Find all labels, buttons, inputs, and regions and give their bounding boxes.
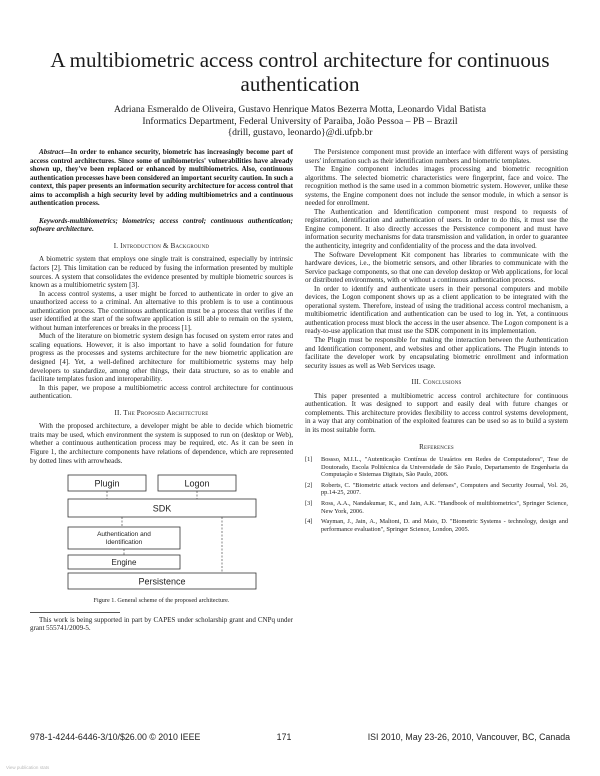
left-column — [30, 148, 293, 632]
auth-label-line1: Authentication and — [96, 531, 151, 539]
right-paragraph-5: In order to identify and authenticate users in their personal computers and mobile devices, the Logon component shows up as a client application to be integrated with the operational system. Therefore, instead of using the traditional access control mechanism, a multibiometric identification and authentication can be used to log in. Yet, a continuous authentication process must block the access in the user absence. The Logon component is a ready-to-use application that must use the SDK component in its implementation. — [305, 284, 568, 336]
reference-text: Wayman, J., Jain, A., Maltoni, D. and Maio, D. "Biometric Systems - technology, design and performance evaluation", Springer Science, London, 2005. — [321, 518, 568, 533]
right-paragraph-2: The Engine component includes images processing and biometric recognition algorithms. The selected biometric characteristics were fingerprint, face and voice. The recognition method is the same used in a common biometric system. However, unlike these systems, the Engine component does not include the sensor module, in which a sensor is needed for enrollment. — [305, 165, 568, 208]
keywords: Keywords-multibiometrics; biometrics; access control; continuous authentication; software architecture. — [30, 216, 293, 234]
section-heading-proposed: II. The Proposed Architecture — [114, 408, 209, 417]
architecture-figure — [62, 471, 262, 593]
reference-number: [4] — [305, 518, 313, 526]
intro-paragraph-3: Much of the literature on biometric system design has focused on system error rates and scaling equations. However, it is also important to have a solid foundation for future progress as the processes and systems architecture for the new biometric application are designed [4]. Yet, a well-defined architecture for multibiometric systems may help developers to standardize, among other things, their data structure, so as to enable and facilitate templates fusion and interoperability. — [30, 332, 293, 384]
reference-item — [305, 500, 568, 515]
footnote-divider — [30, 612, 120, 613]
reference-list — [305, 456, 568, 533]
persistence-label: Persistence — [137, 576, 186, 587]
funding-footnote: This work is being supported in part by CAPES under scholarship grant and CNPq under grant 555741/2009-5. — [30, 615, 293, 632]
figure-caption: Figure 1. General scheme of the proposed architecture. — [93, 597, 230, 605]
right-paragraph-3: The Authentication and Identification component must respond to requests of registration, identification and authentication of users. In order to do this, it must use the Engine component. It also directly accesses the Persistence component and must have information security mechanisms for data transmission and validation, in order to guarantee the authenticity, integrity and confidentiality of the process and the data involved. — [305, 207, 568, 251]
abstract-text: —In order to enhance security, biometric has increasingly become part of access control architectures. Since some of unibiometrics' vulnerabilities have already shown up, they've been replaced or enhanced by multibiometrics. Also, continuous authentication processes have been considered an important security caution. In such a context, this paper presents an information security architecture for access control that aims to accomplish a high security level by adding multibiometrics and a continuous authentication process. — [30, 148, 294, 208]
abstract — [30, 148, 293, 208]
footer-page-number: 171 — [276, 732, 292, 742]
reference-item — [305, 482, 568, 497]
intro-paragraph-1: A biometric system that employs one single trait is constrained, especially by intrinsic factors [2]. This limitation can be reduced by fusing the information presented by multiple sources. A system that consolidates the evidence presented by multiple biometric sources is known as a multibiometric system [3]. — [30, 255, 293, 290]
section-heading-conclusions: III. Conclusions — [411, 378, 462, 387]
reference-text: Bossso, M.I.L., "Autenticação Contínua de Usuários em Redes de Computadores", Tese de Doutorado, Escola Politécnica da Universidade de São Paulo, Departamento de Engenharia da Computação e Sistemas Digitais, São Paulo, 2006. — [321, 456, 568, 479]
publication-stats-watermark: View publication stats — [6, 765, 50, 770]
plugin-label: Plugin — [93, 478, 120, 489]
author-block — [40, 104, 560, 139]
logon-label: Logon — [183, 478, 210, 489]
architecture-diagram — [62, 471, 262, 593]
reference-item — [305, 456, 568, 479]
right-paragraph-4: The Software Development Kit component has libraries to communicate with the hardware devices, i.e., the biometric sensors, and other libraries to communicate with the Service package components, so that one can develop desktop or Web applications, for local or distributed environments, with or without a continuous authentication process. — [305, 250, 568, 285]
intro-paragraph-2: In access control systems, a user might be forced to authenticate in order to give an unauthorized access to a criminal. An alternative to this problem is to use a continuous authentication process. The continuous authentication must be a process that verifies if the user identified at the start of the software application is still able to remain on the system, without human interferences or breaks in the process [1]. — [30, 289, 293, 332]
engine-label: Engine — [111, 558, 136, 568]
conclusions-paragraph: This paper presented a multibiometric access control architecture for continuous authentication. It was designed to support and easily deal with future changes or complements. This architecture provides flexibility to access control systems development, in a way that any combination of the exploited features can be used so as to build a system in its most suitable form. — [305, 391, 568, 434]
author-email: {drill, gustavo, leonardo}@di.ufpb.br — [227, 127, 373, 138]
proposed-paragraph: With the proposed architecture, a developer might be able to decide which biometric traits may be used, which environment the system is supposed to run on (desktop or Web), whether a continuous authentication process may be required, etc. As it can be seen in Figure 1, the architecture components have relations of dependence, which are represented by dotted lines with arrowheads. — [30, 422, 293, 465]
footer-conference: ISI 2010, May 23-26, 2010, Vancouver, BC, Canada — [367, 732, 570, 742]
author-names: Adriana Esmeraldo de Oliveira, Gustavo Henrique Matos Bezerra Motta, Leonardo Vidal Batista — [114, 104, 486, 115]
right-paragraph-6: The Plugin must be responsible for making the interaction between the Authentication and Identification component, and websites and other applications. The Plugin intends to facilitate the developer work by encapsulating biometric enrollment and information security issues as well as Web Services usage. — [305, 336, 568, 370]
reference-text: Roberts, C. "Biometric attack vectors and defenses", Computers and Security Journal, Vol. 26, pp.14-25, 2007. — [321, 481, 568, 497]
page-footer — [30, 732, 570, 742]
sdk-label: SDK — [152, 503, 171, 514]
reference-text: Ross, A.A., Nandakumar, K., and Jain, A.K. "Handbook of multibiometrics", Springer Science, New York, 2006. — [321, 500, 568, 515]
reference-number: [2] — [305, 481, 313, 489]
paper-title: A multibiometric access control architecture for continuous authentication — [50, 48, 550, 96]
reference-number: [3] — [305, 500, 313, 508]
section-heading-intro: I. Introduction & Background — [113, 241, 210, 250]
reference-number: [1] — [305, 456, 313, 464]
author-affiliation: Informatics Department, Federal University of Paraiba, João Pessoa – PB – Brazil — [142, 115, 458, 127]
right-paragraph-1: The Persistence component must provide an interface with different ways of persisting users' information such as their identification numbers and biometric templates. — [305, 148, 568, 165]
footer-isbn: 978-1-4244-6446-3/10/$26.00 © 2010 IEEE — [30, 732, 201, 742]
reference-item — [305, 518, 568, 533]
abstract-label: Abstract — [39, 148, 64, 156]
auth-label-line2: Identification — [105, 539, 142, 547]
right-column — [305, 148, 568, 536]
section-heading-references: References — [419, 442, 454, 451]
intro-paragraph-4: In this paper, we propose a multibiometric access control architecture for continuous authentication. — [30, 383, 293, 401]
